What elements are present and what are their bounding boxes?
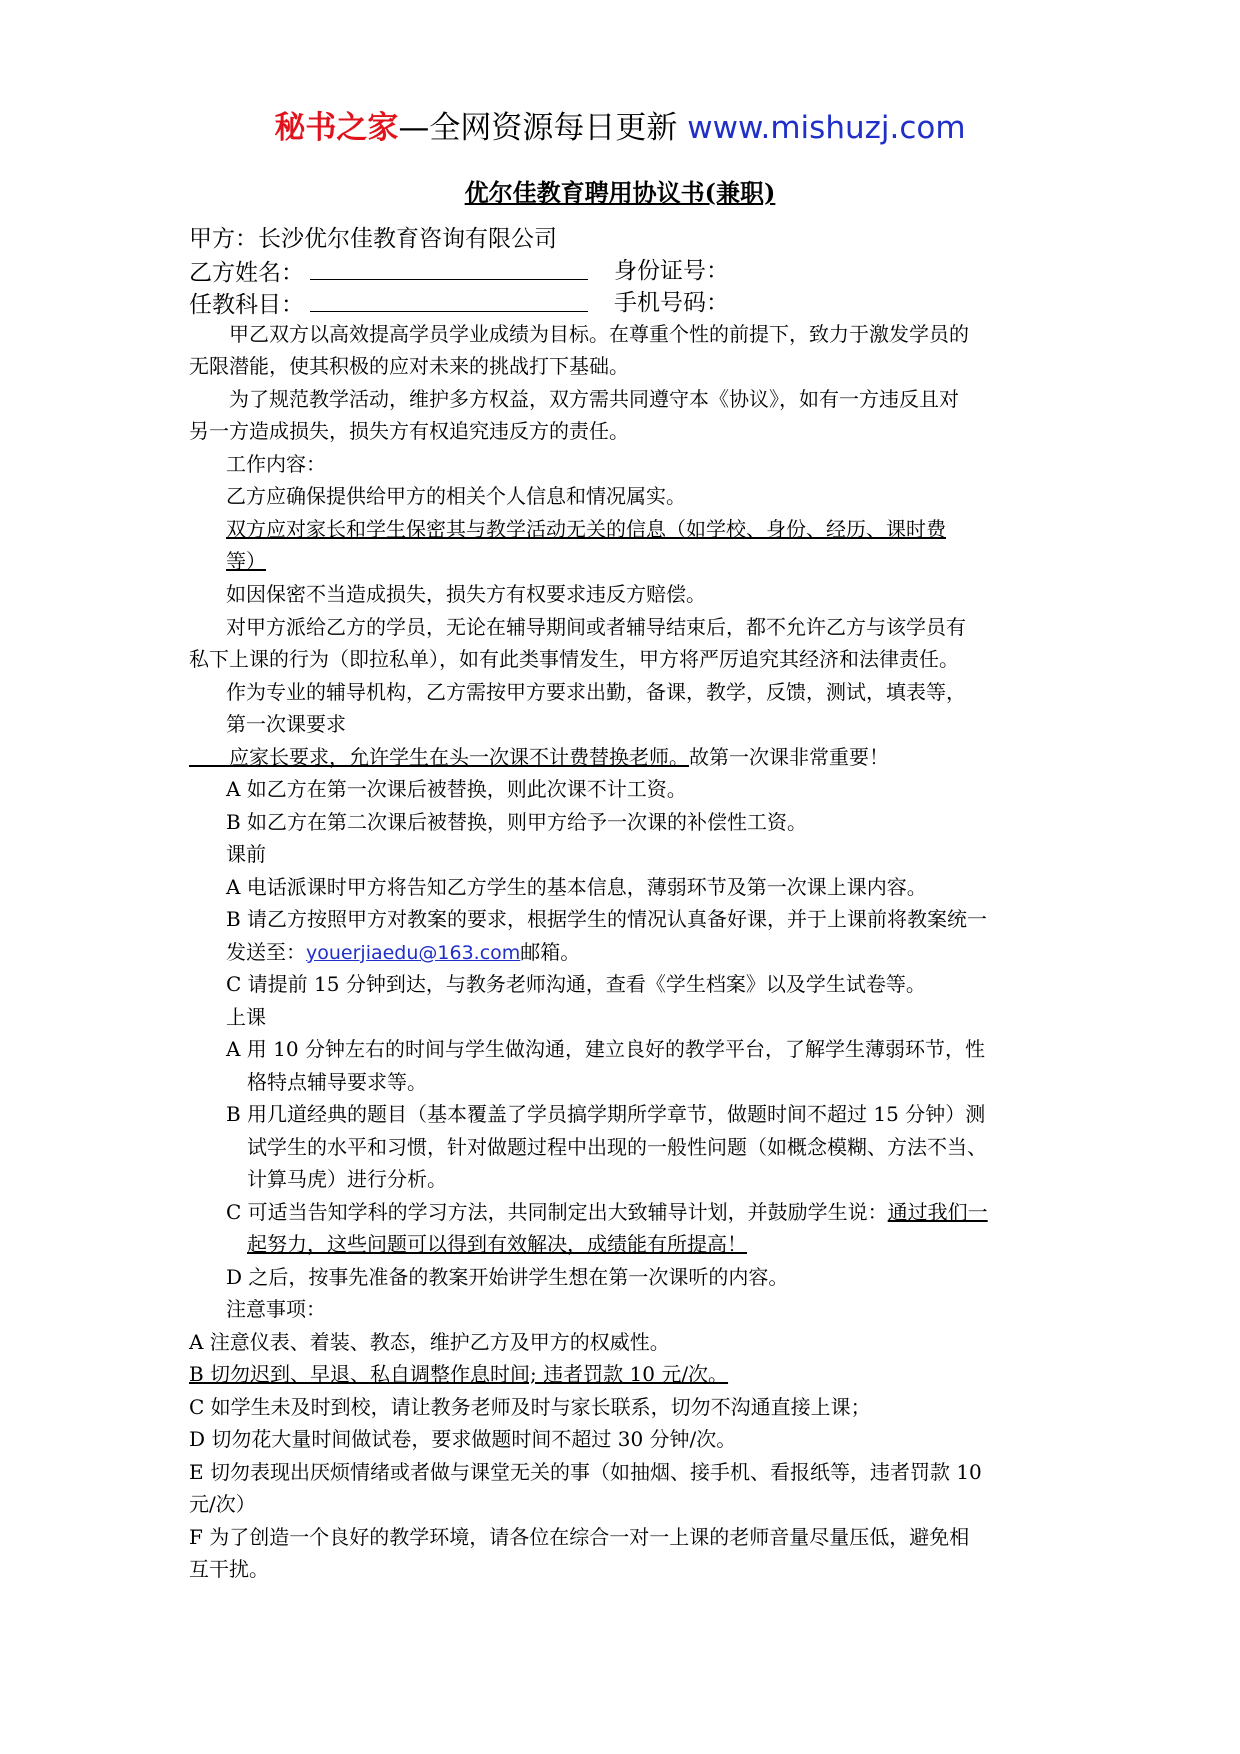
clause-line: B 用几道经典的题目（基本覆盖了学员搞学期所学章节，做题时间不超过 15 分钟）测 <box>226 1102 986 1126</box>
clause-line: 计算马虎）进行分析。 <box>247 1167 447 1191</box>
note-line: B 切勿迟到、早退、私自调整作息时间; 违者罚款 10 元/次。 <box>189 1362 729 1386</box>
clause-line: 等） <box>226 549 266 573</box>
clause-line: 起努力，这些问题可以得到有效解决，成绩能有所提高！ <box>247 1232 747 1256</box>
note-line: C 如学生未及时到校，请让教务老师及时与家长联系，切勿不沟通直接上课； <box>189 1395 871 1419</box>
clause-line: 如因保密不当造成损失，损失方有权要求违反方赔偿。 <box>226 582 706 606</box>
clause-line: B 请乙方按照甲方对教案的要求，根据学生的情况认真备好课，并于上课前将教案统一 <box>226 907 988 931</box>
note-line: A 注意仪表、着装、教态，维护乙方及甲方的权威性。 <box>189 1330 670 1354</box>
banner-tagline: —全网资源每日更新 <box>398 110 678 146</box>
subject-label: 任教科目： <box>189 292 304 318</box>
note-line: F 为了创造一个良好的教学环境，请各位在综合一对一上课的老师音量尽量压低，避免相 <box>189 1525 970 1549</box>
intro-line: 另一方造成损失，损失方有权追究违反方的责任。 <box>189 419 629 443</box>
email-link[interactable]: youerjiaedu@163.com <box>306 942 521 964</box>
section-heading: 上课 <box>226 1005 266 1029</box>
note-line: 元/次） <box>189 1492 256 1516</box>
section-heading: 第一次课要求 <box>226 712 346 736</box>
subject-field[interactable] <box>310 289 588 312</box>
note-line: D 切勿花大量时间做试卷，要求做题时间不超过 30 分钟/次。 <box>189 1427 737 1451</box>
clause-line: 作为专业的辅导机构，乙方需按甲方要求出勤，备课，教学，反馈，测试，填表等， <box>226 680 966 704</box>
subject-row <box>189 289 588 319</box>
clause-line: 私下上课的行为（即拉私单），如有此类事情发生，甲方将严厉追究其经济和法律责任。 <box>189 647 959 671</box>
section-heading: 注意事项： <box>226 1297 326 1321</box>
clause-line: 应家长要求，允许学生在头一次课不计费替换老师。故第一次课非常重要！ <box>189 743 889 771</box>
clause-line: 对甲方派给乙方的学员，无论在辅导期间或者辅导结束后，都不允许乙方与该学员有 <box>226 615 966 639</box>
intro-line: 甲乙双方以高效提高学员学业成绩为目标。在尊重个性的前提下，致力于激发学员的 <box>229 322 969 346</box>
clause-line: B 如乙方在第二次课后被替换，则甲方给予一次课的补偿性工资。 <box>226 810 808 834</box>
clause-line: D 之后，按事先准备的教案开始讲学生想在第一次课听的内容。 <box>226 1265 789 1289</box>
party-b-name-row <box>189 257 588 287</box>
document-title: 优尔佳教育聘用协议书(兼职) <box>464 178 776 207</box>
note-line: 互干扰。 <box>189 1557 269 1581</box>
id-number-label: 身份证号： <box>614 258 729 284</box>
intro-line: 为了规范教学活动，维护多方权益，双方需共同遵守本《协议》，如有一方违反且对 <box>229 387 959 411</box>
party-b-name-label: 乙方姓名： <box>189 260 304 286</box>
clause-line: A 如乙方在第一次课后被替换，则此次课不计工资。 <box>226 777 687 801</box>
intro-line: 无限潜能，使其积极的应对未来的挑战打下基础。 <box>189 354 629 378</box>
note-line: E 切勿表现出厌烦情绪或者做与课堂无关的事（如抽烟、接手机、看报纸等，违者罚款 10 <box>189 1460 982 1484</box>
banner-url-link[interactable]: www.mishuzj.com <box>687 110 966 146</box>
underlined-text: 应家长要求，允许学生在头一次课不计费替换老师。 <box>229 745 689 769</box>
site-banner <box>0 102 1240 147</box>
clause-line: C 请提前 15 分钟到达，与教务老师沟通，查看《学生档案》以及学生试卷等。 <box>226 972 926 996</box>
phone-label: 手机号码： <box>614 290 729 316</box>
clause-line: 双方应对家长和学生保密其与教学活动无关的信息（如学校、身份、经历、课时费 <box>226 517 946 541</box>
section-heading: 课前 <box>226 842 266 866</box>
party-a: 甲方：长沙优尔佳教育咨询有限公司 <box>189 226 557 252</box>
clause-line: 格特点辅导要求等。 <box>247 1070 427 1094</box>
section-heading: 工作内容： <box>226 452 326 476</box>
clause-line: A 用 10 分钟左右的时间与学生做沟通，建立良好的教学平台，了解学生薄弱环节，性 <box>226 1037 985 1061</box>
clause-line: 乙方应确保提供给甲方的相关个人信息和情况属实。 <box>226 484 686 508</box>
banner-brand: 秘书之家 <box>274 110 399 146</box>
party-b-name-field[interactable] <box>310 257 588 280</box>
clause-line: A 电话派课时甲方将告知乙方学生的基本信息，薄弱环节及第一次课上课内容。 <box>226 875 927 899</box>
clause-line: C 可适当告知学科的学习方法，共同制定出大致辅导计划，并鼓励学生说：通过我们一 <box>226 1200 988 1224</box>
clause-line: 发送至：youerjiaedu@163.com邮箱。 <box>226 940 581 964</box>
clause-line: 试学生的水平和习惯，针对做题过程中出现的一般性问题（如概念模糊、方法不当、 <box>247 1135 987 1159</box>
